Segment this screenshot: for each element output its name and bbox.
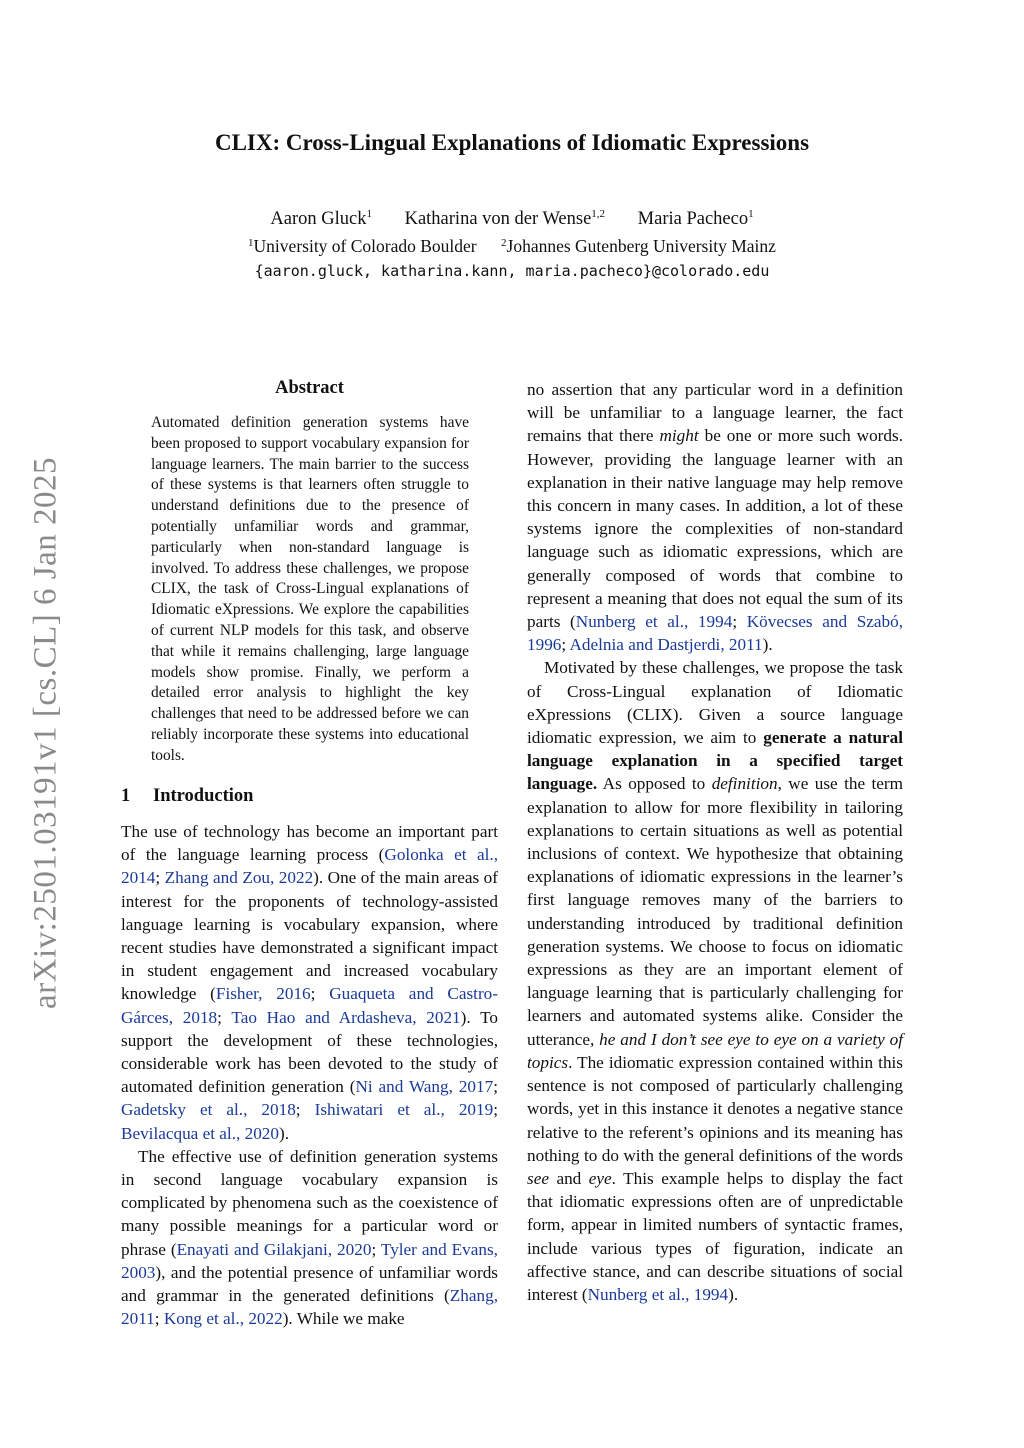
citation-link[interactable]: Bevilacqua et al., 2020 [121,1123,279,1143]
author-affil-mark: 1 [366,208,372,220]
author-list [0,208,1024,230]
abstract-text: Automated definition generation systems have been proposed to support vocabulary expansion for language learners. The main barrier to the success of these systems is that learners often struggle to understand definitions due to the presence of potentially unfamiliar words and grammar, particularly when non-standard language is involved. To address these challenges, we propose CLIX, the task of Cross-Lingual explanations of Idiomatic eXpressions. We explore the capabilities of current NLP models for this task, and observe that while it remains challenging, large language models show promise. Finally, we perform a detailed error analysis to highlight the key challenges that need to be addressed before we can reliably incorporate these systems into educational tools. [151,414,469,764]
emphasis-text: eye [588,1168,612,1188]
body-text: ; [493,1077,498,1097]
body-text: As opposed to [597,774,712,794]
section-title: Introduction [153,786,254,806]
body-text: ; [310,984,330,1004]
affiliation-name: Johannes Gutenberg University Mainz [506,236,776,256]
body-text: ), and the potential presence of unfamiliar words and grammar in the generated definitions ( [121,1262,498,1306]
right-column [527,378,903,1306]
body-text: ). [762,635,773,655]
body-text: The effective use of definition generation systems in second language vocabulary expansion is complicated by phenomena such as the coexistence of many possible meanings for a particular word or phrase ( [121,1146,498,1259]
section-number: 1 [121,786,131,806]
author-name: Maria Pacheco [637,209,749,229]
affiliation [501,236,776,256]
body-text: ; [561,635,570,655]
citation-link[interactable]: Nunberg et al., 1994 [575,612,733,632]
abstract-heading: Abstract [275,378,344,398]
bold-text: generate a natural language explanation in a specified target language. [527,728,903,794]
left-column [121,820,498,1330]
body-text: The use of technology has become an important part of the language learning process ( [121,822,498,865]
body-text: ; [217,1007,232,1027]
affiliation-mark: 2 [501,237,507,249]
citation-link[interactable]: Golonka et al., 2014 [121,845,499,888]
author [405,209,605,229]
intro-paragraph [121,820,498,1145]
body-text: ; [295,1100,315,1120]
intro-paragraph [527,378,903,656]
author-name: Aaron Gluck [270,209,367,229]
citation-link[interactable]: Gadetsky et al., 2018 [121,1100,296,1120]
affiliation-name: University of Colorado Boulder [253,236,477,256]
body-text: ). To support the development of these technologies, considerable work has been devoted to the study of automated definition generation ( [121,1007,499,1097]
citation-link[interactable]: Fisher, 2016 [215,984,311,1004]
body-text: no assertion that any particular word in a definition will be unfamiliar to a language learner, the fact remains that there [527,380,903,446]
body-text: ). While we make [282,1309,405,1329]
author [270,209,372,229]
body-text: ; [493,1100,498,1120]
body-text: ; [155,868,165,888]
author-emails: {aaron.gluck, katharina.kann, maria.pacheco}@colorado.edu [254,262,770,280]
body-text: and [548,1168,589,1188]
arxiv-identifier: arXiv:2501.03191v1 [cs.CL] 6 Jan 2025 [27,457,64,1009]
body-text: Motivated by these challenges, we propose the task of Cross-Lingual explanation of Idiomatic eXpressions (CLIX). Given a source language idiomatic expression, we aim to [527,658,903,748]
intro-paragraph [527,656,903,1306]
paper-title: CLIX: Cross-Lingual Explanations of Idiomatic Expressions [214,130,810,155]
citation-link[interactable]: Nunberg et al., 1994 [587,1284,729,1304]
citation-link[interactable]: Guaqueta and Castro-Gárces, 2018 [121,984,498,1027]
citation-link[interactable]: Kövecses and Szabó, 1996 [527,612,903,655]
emphasis-text: he and I don’t see eye to eye on a variety of topics [527,1029,903,1072]
affiliation [248,236,477,256]
section-heading-introduction [121,786,253,807]
body-text: ; [732,612,747,632]
affiliation-list [0,236,1024,257]
intro-paragraph [121,1145,498,1331]
body-text: be one or more such words. However, providing the language learner with an explanation in their native language may help remove this concern in many cases. In addition, a lot of these systems ignore the complexities of non-standard language such as idiomatic expressions, which are generally composed of words that combine to represent a meaning that does not equal the sum of its parts ( [527,426,903,632]
citation-link[interactable]: Ni and Wang, 2017 [355,1077,494,1097]
emphasis-text: might [659,426,699,446]
author-affil-mark: 1,2 [591,208,606,220]
body-text: , we use the term explanation to allow for more flexibility in tailoring explanations to certain situations as well as potential inclusions of context. We hypothesize that obtaining explanations of idiomatic expressions in the learner’s first language removes many of the barriers to understanding introduced by traditional definition generation systems. We choose to focus on idiomatic expressions as they are an important element of language learning that is particularly challenging for learners and automated systems alike. Consider the utterance, [527,774,903,1049]
citation-link[interactable]: Kong et al., 2022 [163,1309,283,1329]
citation-link[interactable]: Adelnia and Dastjerdi, 2011 [569,635,763,655]
citation-link[interactable]: Tao Hao and Ardasheva, 2021 [231,1007,461,1027]
body-text: ; [154,1309,164,1329]
author-name: Katharina von der Wense [404,209,592,229]
author-affil-mark: 1 [748,208,754,220]
body-text: ; [371,1239,381,1259]
citation-link[interactable]: Tyler and Evans, 2003 [121,1239,498,1282]
body-text: ). One of the main areas of interest for the proponents of technology-assisted language learning is vocabulary expansion, where recent studies have demonstrated a significant impact in student engagement and increased vocabulary knowledge ( [121,868,499,1004]
citation-link[interactable]: Ishiwatari et al., 2019 [314,1100,494,1120]
emphasis-text: see [527,1168,549,1188]
citation-link[interactable]: Zhang and Zou, 2022 [164,868,314,888]
emphasis-text: definition [711,774,778,794]
author [638,209,754,229]
body-text: ). [728,1284,739,1304]
citation-link[interactable]: Zhang, 2011 [121,1286,498,1329]
body-text: . This example helps to display the fact that idiomatic expressions often are of unpredictable form, appear in limited numbers of syntactic frames, include various types of figuration, indicate an affective stance, and can describe situations of social interest ( [527,1168,903,1304]
body-text: ). [278,1123,290,1143]
citation-link[interactable]: Enayati and Gilakjani, 2020 [176,1239,372,1259]
body-text: . The idiomatic expression contained within this sentence is not composed of particularly challenging words, yet in this instance it denotes a negative stance relative to the referent’s opinions and its meaning has nothing to do with the general definitions of the words [527,1052,903,1165]
affiliation-mark: 1 [248,237,254,249]
